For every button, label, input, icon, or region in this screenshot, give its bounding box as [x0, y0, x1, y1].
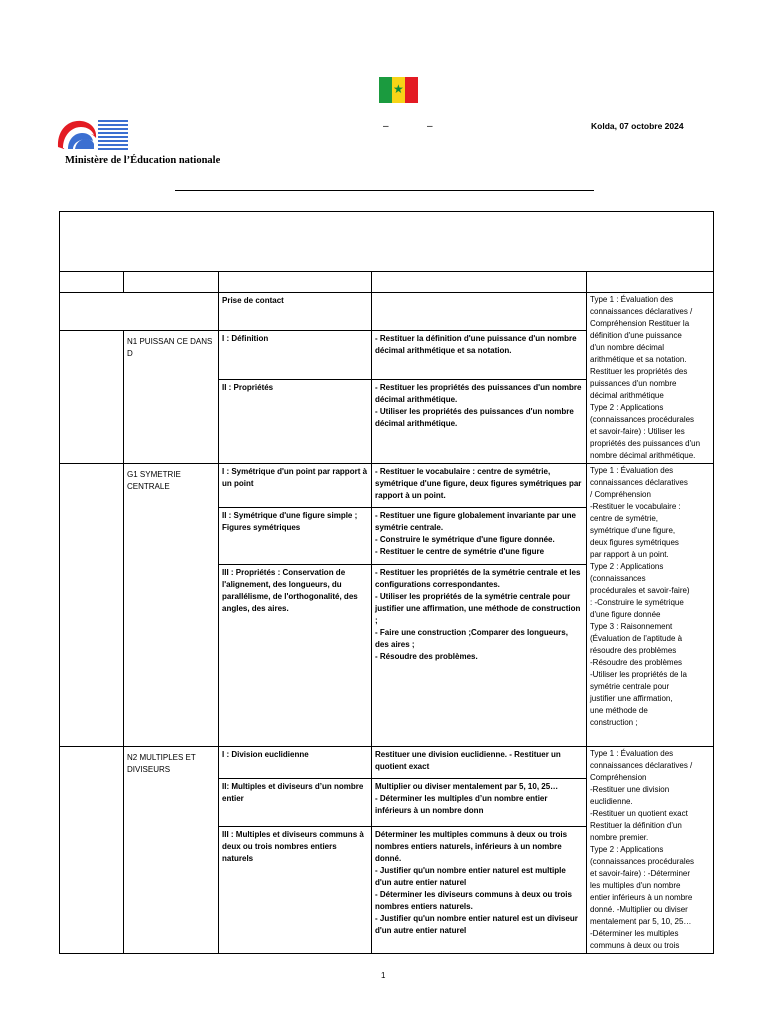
evaluation-line: connaissances déclaratives /: [590, 307, 693, 316]
evaluation-line: -Déterminer les multiples: [590, 929, 679, 938]
chapter-cell: I : Symétrique d'un point par rapport à un point: [219, 464, 372, 508]
evaluation-line: -Restituer une division: [590, 785, 670, 794]
objective-item: - Déterminer les diviseurs communs à deux ou trois nombres entiers naturels.: [375, 889, 572, 911]
table-title-cell: [60, 212, 714, 272]
evaluation-line: par rapport à un point.: [590, 550, 669, 559]
objective-item: Déterminer les multiples communs à deux ou trois nombres entiers naturels, inférieurs à un nombre donné.: [375, 829, 568, 863]
objective-item: Multiplier ou diviser mentalement par 5, 10, 25…: [375, 781, 559, 791]
objective-item: - Restituer la définition d'une puissance d'un nombre décimal arithmétique et sa notation.: [375, 334, 577, 355]
header-cell: [60, 272, 124, 293]
objectives-cell: [372, 331, 587, 380]
evaluation-line: (connaissances: [590, 574, 646, 583]
evaluation-line: : -Construire le symétrique: [590, 598, 684, 607]
evaluation-line: Restituer la définition d'un: [590, 821, 682, 830]
evaluation-line: -Restituer un quotient exact: [590, 809, 688, 818]
empty-cell: [60, 331, 124, 464]
evaluation-line: procédurales et savoir-faire): [590, 586, 690, 595]
header-cell: [219, 272, 372, 293]
table-row: [60, 464, 714, 508]
objective-item: - Restituer une figure globalement invariante par une symétrie centrale.: [375, 511, 576, 532]
header-cell: [587, 272, 714, 293]
chapter-cell: I : Définition: [219, 331, 372, 380]
evaluation-line: nombre premier.: [590, 833, 649, 842]
table-row: [60, 747, 714, 779]
table-header-row: [60, 272, 714, 293]
page-number: 1: [381, 971, 386, 980]
evaluation-line: entier inférieurs à un nombre: [590, 893, 693, 902]
evaluation-line: Compréhension: [590, 773, 647, 782]
evaluation-line: / Compréhension: [590, 490, 651, 499]
flag-star-icon: ★: [393, 82, 404, 96]
objectives-cell: [372, 464, 587, 508]
evaluation-line: arithmétique et sa notation.: [590, 355, 687, 364]
flag-band-red: [405, 77, 418, 103]
chapter-cell: II : Propriétés: [219, 380, 372, 464]
evaluation-line: -Restituer le vocabulaire :: [590, 502, 681, 511]
evaluation-line: -Utiliser les propriétés de la: [590, 670, 687, 679]
evaluation-line: décimal arithmétique: [590, 391, 664, 400]
evaluation-line: d'un nombre décimal: [590, 343, 665, 352]
evaluation-line: Restituer les propriétés des: [590, 367, 688, 376]
evaluation-cell: [587, 747, 714, 954]
senegal-flag-icon: [379, 77, 418, 103]
objective-item: - Restituer le vocabulaire : centre de symétrie, symétrique d'une figure, deux figures symétriques par rapport à un point.: [375, 467, 582, 500]
ministry-name: Ministère de l’Éducation nationale: [65, 155, 221, 166]
objectives-cell: [372, 380, 587, 464]
evaluation-line: Type 2 : Applications: [590, 845, 664, 854]
evaluation-line: les multiples d'un nombre: [590, 881, 681, 890]
objective-item: - Déterminer les multiples d’un nombre entier inférieurs à un nombre donn: [375, 793, 548, 815]
evaluation-line: Type 1 : Évaluation des: [590, 466, 674, 475]
evaluation-line: puissances d'un nombre: [590, 379, 677, 388]
evaluation-line: mentalement par 5, 10, 25…: [590, 917, 692, 926]
empty-cell: [60, 747, 124, 954]
evaluation-line: construction ;: [590, 718, 638, 727]
empty-cell: [60, 464, 124, 747]
ministry-logo-icon: [55, 117, 130, 153]
empty-cell: [60, 293, 219, 331]
evaluation-line: symétrie centrale pour: [590, 682, 670, 691]
chapter-cell: III : Multiples et diviseurs communs à deux ou trois nombres entiers naturels: [219, 826, 372, 953]
evaluation-cell: [587, 293, 714, 464]
evaluation-line: définition d'une puissance: [590, 331, 682, 340]
table-title-row: [60, 212, 714, 272]
flag-band-green: [379, 77, 392, 103]
evaluation-line: symétrique d'une figure,: [590, 526, 676, 535]
evaluation-line: Compréhension Restituer la: [590, 319, 690, 328]
header-dash-1: –: [383, 121, 389, 132]
objective-item: - Justifier qu'un nombre entier naturel est un diviseur d'un autre entier naturel: [375, 913, 578, 935]
document-date: Kolda, 07 octobre 2024: [591, 121, 684, 131]
objectives-cell: [372, 508, 587, 565]
objective-item: - Utiliser les propriétés des puissances d'un nombre décimal arithmétique.: [375, 407, 574, 428]
chapter-cell: II : Symétrique d'une figure simple ; Figures symétriques: [219, 508, 372, 565]
objectives-cell: [372, 826, 587, 953]
objectives-cell: [372, 565, 587, 747]
evaluation-line: (connaissances procédurales: [590, 857, 695, 866]
evaluation-line: -Résoudre des problèmes: [590, 658, 683, 667]
objective-item: - Construire le symétrique d'une figure donnée.: [375, 535, 555, 544]
chapter-cell: III : Propriétés : Conservation de l'alignement, des longueurs, du parallélisme, de l'orthogonalité, des angles, des aires.: [219, 565, 372, 747]
evaluation-line: et savoir-faire) : -Déterminer: [590, 869, 691, 878]
evaluation-line: deux figures symétriques: [590, 538, 679, 547]
evaluation-line: Type 1 : Évaluation des: [590, 295, 674, 304]
evaluation-line: propriétés des puissances d'un: [590, 439, 701, 448]
evaluation-line: justifier une affirmation,: [590, 694, 673, 703]
evaluation-cell: [587, 464, 714, 747]
evaluation-line: une méthode de: [590, 706, 648, 715]
title-underline: [175, 190, 594, 191]
evaluation-line: donné. -Multiplier ou diviser: [590, 905, 688, 914]
header-dash-2: –: [427, 121, 433, 132]
progression-table: [59, 211, 714, 954]
header-cell: [124, 272, 219, 293]
chapter-cell: I : Division euclidienne: [219, 747, 372, 779]
objective-item: Restituer une division euclidienne. - Restituer un quotient exact: [375, 750, 561, 771]
objective-item: - Justifier qu'un nombre entier naturel est multiple d'un autre entier naturel: [375, 865, 566, 887]
header-cell: [372, 272, 587, 293]
sequence-cell: N2 MULTIPLES ET DIVISEURS: [124, 747, 219, 954]
evaluation-line: Type 1 : Évaluation des: [590, 749, 674, 758]
evaluation-line: euclidienne.: [590, 797, 633, 806]
objective-item: - Utiliser les propriétés de la symétrie centrale pour justifier une affirmation, une méthode de construction ;: [375, 592, 581, 625]
evaluation-line: nombre décimal arithmétique.: [590, 451, 696, 460]
sequence-cell: G1 SYMETRIE CENTRALE: [124, 464, 219, 747]
evaluation-line: Type 2 : Applications: [590, 403, 664, 412]
sequence-cell: N1 PUISSAN CE DANS D: [124, 331, 219, 464]
table-row: [60, 293, 714, 331]
evaluation-line: d'une figure donnée: [590, 610, 661, 619]
evaluation-line: Type 2 : Applications: [590, 562, 664, 571]
evaluation-line: communs à deux ou trois: [590, 941, 680, 950]
objective-item: - Restituer les propriétés des puissances d'un nombre décimal arithmétique.: [375, 383, 582, 404]
objective-item: - Restituer les propriétés de la symétrie centrale et les configurations correspondantes.: [375, 568, 581, 589]
evaluation-line: connaissances déclaratives: [590, 478, 688, 487]
evaluation-line: (connaissances procédurales: [590, 415, 695, 424]
evaluation-line: (Évaluation de l’aptitude à: [590, 634, 683, 643]
evaluation-line: connaissances déclaratives /: [590, 761, 693, 770]
objective-item: - Résoudre des problèmes.: [375, 652, 478, 661]
evaluation-line: résoudre des problèmes: [590, 646, 677, 655]
objective-item: - Faire une construction ;Comparer des longueurs, des aires ;: [375, 628, 568, 649]
chapter-cell: Prise de contact: [219, 293, 372, 331]
chapter-cell: II: Multiples et diviseurs d’un nombre entier: [219, 778, 372, 826]
objectives-cell: [372, 778, 587, 826]
objectives-cell: [372, 293, 587, 331]
objectives-cell: [372, 747, 587, 779]
evaluation-line: centre de symétrie,: [590, 514, 659, 523]
evaluation-line: Type 3 : Raisonnement: [590, 622, 673, 631]
evaluation-line: et savoir-faire) : Utiliser les: [590, 427, 685, 436]
objective-item: - Restituer le centre de symétrie d'une figure: [375, 547, 545, 556]
